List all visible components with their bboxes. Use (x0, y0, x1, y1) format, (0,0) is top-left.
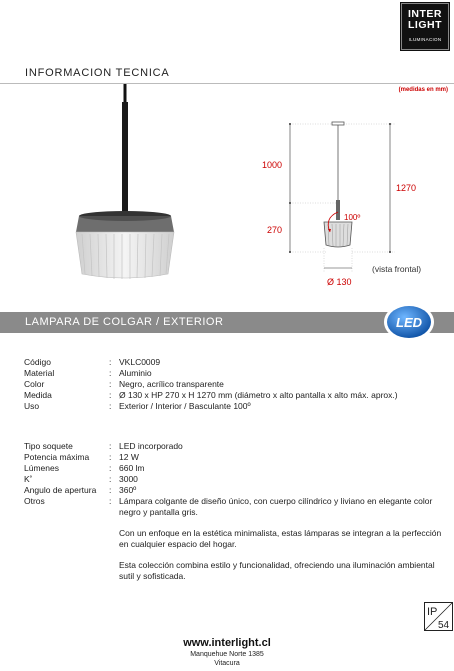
angle-label: 100º (344, 213, 361, 222)
product-type: LAMPARA DE COLGAR / EXTERIOR (25, 316, 224, 328)
led-badge-label: LED (396, 315, 422, 330)
spec-colon: : (109, 401, 112, 411)
brand-logo (401, 3, 449, 50)
spec-colon: : (109, 463, 112, 473)
specs-general (24, 357, 444, 412)
spec-colon: : (109, 474, 112, 484)
logo-line-2: LIGHT (408, 19, 442, 31)
spec-row (24, 379, 444, 390)
dim-1270-label: 1270 (396, 183, 417, 193)
spec-value: 360º (119, 485, 137, 495)
description-paragraph-1: Lámpara colgante de diseño único, con cuerpo cilíndrico y liviano en elegante color negro y pantalla gris. (119, 496, 433, 517)
shade-top (76, 216, 174, 232)
description-paragraph-3: Esta colección combina estilo y funcionalidad, ofreciendo una iluminación ambiental sutil y sofisticada. (119, 560, 435, 581)
spec-value: VKLC0009 (119, 357, 161, 367)
section-title: INFORMACION TECNICA (25, 67, 170, 79)
spec-colon: : (109, 390, 112, 400)
spec-colon: : (109, 452, 112, 462)
diameter-label: Ø 130 (327, 277, 352, 287)
specs-electrical (24, 441, 444, 582)
description (119, 496, 444, 582)
spec-value: Exterior / Interior / Basculante 100º (119, 401, 251, 411)
spec-row (24, 357, 444, 368)
spec-key: Potencia máxima (24, 452, 90, 462)
spec-value: LED incorporado (119, 441, 183, 451)
spec-key: Angulo de apertura (24, 485, 97, 495)
spec-key: Otros (24, 496, 45, 506)
spec-row (24, 474, 444, 485)
logo-line-1: INTER (408, 8, 442, 20)
spec-colon: : (109, 496, 112, 506)
spec-value: 12 W (119, 452, 139, 462)
spec-key: Color (24, 379, 45, 389)
spec-value: Aluminio (119, 368, 152, 378)
spec-key: K˚ (24, 474, 33, 484)
spec-value: 3000 (119, 474, 138, 484)
technical-drawing (250, 100, 450, 300)
website-link[interactable]: www.interlight.cl (183, 637, 271, 649)
spec-row (24, 401, 444, 412)
spec-colon: : (109, 368, 112, 378)
spec-row (24, 452, 444, 463)
ip-value: 54 (438, 620, 450, 631)
logo-line-3: ILUMINACION (408, 37, 442, 42)
spec-row (24, 368, 444, 379)
dim-1000-label: 1000 (262, 160, 283, 170)
spec-row (24, 441, 444, 452)
spec-key: Material (24, 368, 55, 378)
spec-row (24, 463, 444, 474)
footer (0, 637, 454, 667)
spec-row (24, 485, 444, 496)
spec-key: Tipo soquete (24, 441, 73, 451)
ip-rating-icon (424, 602, 453, 631)
view-label: (vista frontal) (372, 264, 422, 274)
product-photo (70, 84, 185, 294)
description-paragraph-2: Con un enfoque en la estética minimalista, estas lámparas se integran a la perfección en cualquier espacio del hogar. (119, 528, 442, 549)
spec-key: Medida (24, 390, 52, 400)
measure-note: (medidas en mm) (398, 87, 448, 93)
spec-key: Código (24, 357, 51, 367)
spec-value: 660 lm (119, 463, 145, 473)
spec-value: Ø 130 x HP 270 x H 1270 mm (diámetro x alto pantalla x alto máx. aprox.) (119, 390, 398, 400)
spec-colon: : (109, 485, 112, 495)
spec-colon: : (109, 357, 112, 367)
spec-key: Lúmenes (24, 463, 59, 473)
spec-colon: : (109, 379, 112, 389)
dim-270-label: 270 (267, 225, 283, 235)
spec-colon: : (109, 441, 112, 451)
spec-key: Uso (24, 401, 40, 411)
led-badge (383, 302, 435, 342)
divider (0, 83, 454, 84)
lamp-body (122, 102, 128, 212)
spec-value: Negro, acrílico transparente (119, 379, 224, 389)
spec-row-otros (24, 496, 444, 582)
ip-label: IP (427, 606, 438, 618)
address: Manquehue Norte 1385 (190, 651, 264, 658)
city: Vitacura (214, 660, 240, 667)
spec-row (24, 390, 444, 401)
